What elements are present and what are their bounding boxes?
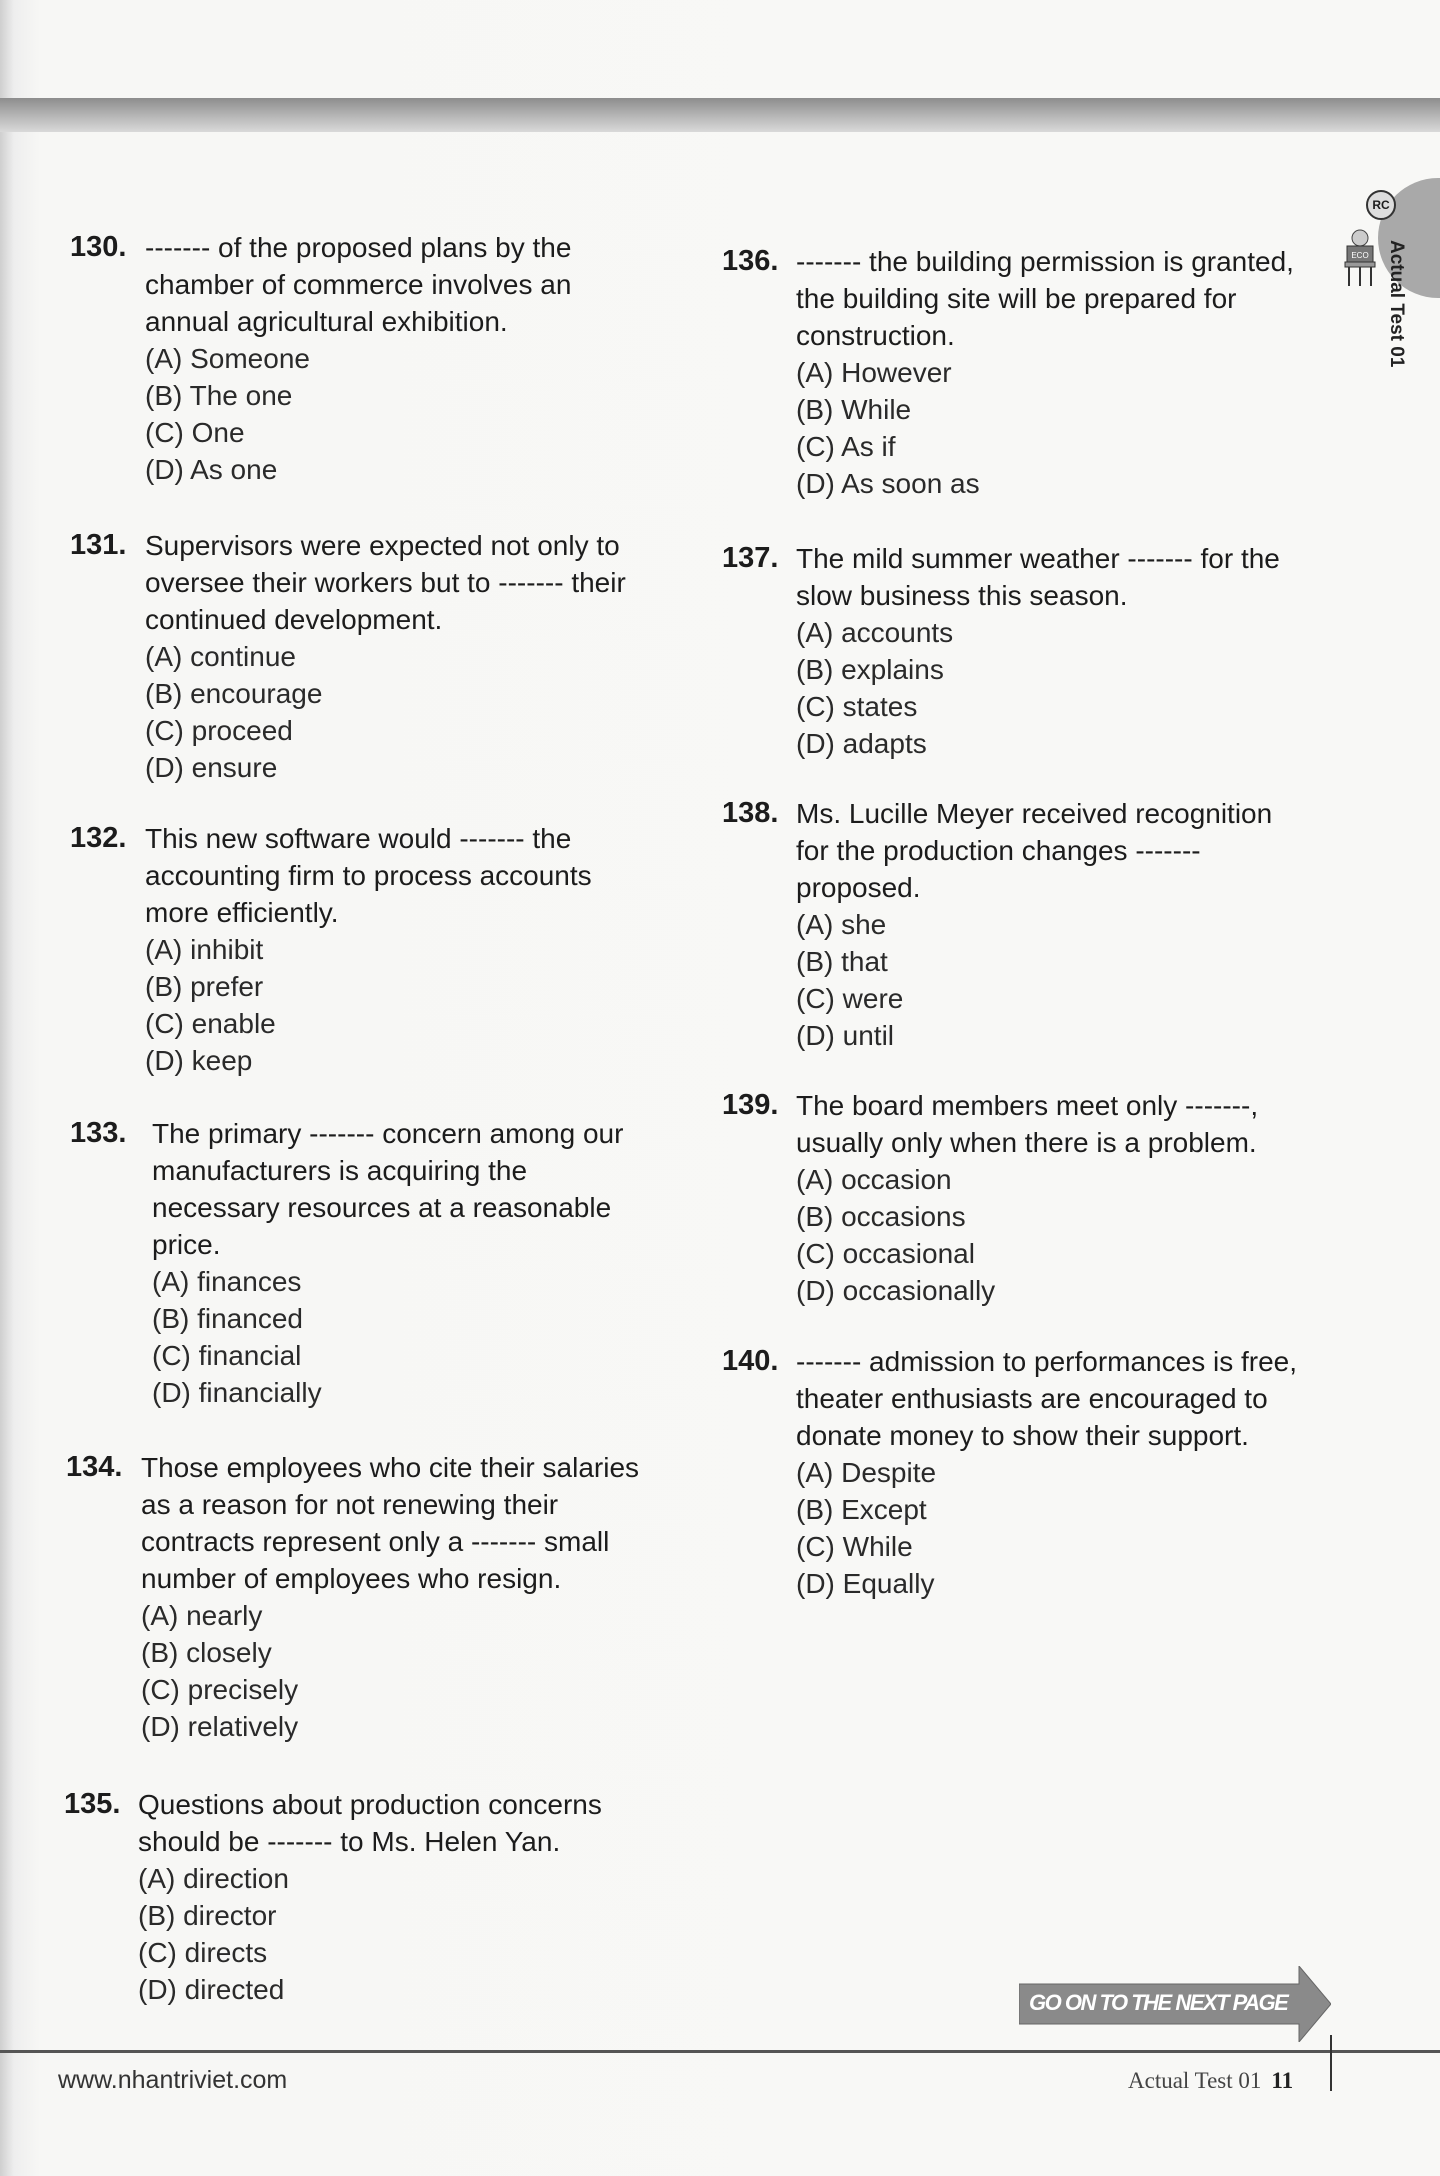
mascot-icon (1343, 228, 1377, 288)
question-number: 133. (70, 1117, 127, 1149)
answer-option[interactable]: (D) As soon as (796, 468, 980, 499)
answer-option[interactable]: (D) As one (145, 454, 278, 485)
question-body (145, 229, 571, 488)
answer-option[interactable]: (D) adapts (796, 728, 927, 759)
answer-option[interactable]: (C) states (796, 691, 918, 722)
footer-vertical-rule (1330, 2035, 1332, 2091)
answer-option[interactable]: (D) ensure (145, 752, 278, 783)
footer-divider (0, 2050, 1440, 2053)
question-text-line: ------- of the proposed plans by the (145, 232, 572, 263)
footer-page-info (1128, 2068, 1293, 2094)
answer-option[interactable]: (B) closely (141, 1637, 272, 1668)
question-body (796, 243, 1294, 502)
answer-option[interactable]: (A) she (796, 909, 887, 940)
answer-option[interactable]: (D) Equally (796, 1568, 935, 1599)
section-label: Actual Test 01 (1386, 240, 1407, 368)
question-text-line: Those employees who cite their salaries (141, 1452, 640, 1483)
answer-option[interactable]: (D) keep (145, 1045, 253, 1076)
question-text-line: contracts represent only a ------- small (141, 1526, 610, 1557)
answer-option[interactable]: (A) nearly (141, 1600, 263, 1631)
page-number: 11 (1271, 2068, 1294, 2093)
question-text-line: continued development. (145, 604, 443, 635)
question-text-line: number of employees who resign. (141, 1563, 562, 1594)
question-text-line: Supervisors were expected not only to (145, 530, 620, 561)
question-text-line: proposed. (796, 872, 921, 903)
question-number: 136. (722, 245, 779, 277)
answer-option[interactable]: (A) finances (152, 1266, 302, 1297)
question-number: 139. (722, 1089, 779, 1121)
question-number: 135. (64, 1788, 121, 1820)
answer-option[interactable]: (C) were (796, 983, 904, 1014)
question-body (796, 1087, 1258, 1309)
question-text-line: for the production changes ------- (796, 835, 1201, 866)
answer-option[interactable]: (A) accounts (796, 617, 954, 648)
question-text-line: slow business this season. (796, 580, 1128, 611)
question-text-line: manufacturers is acquiring the (152, 1155, 528, 1186)
question-number: 134. (66, 1451, 123, 1483)
answer-option[interactable]: (D) financially (152, 1377, 322, 1408)
answer-option[interactable]: (C) occasional (796, 1238, 975, 1269)
question-body (145, 527, 626, 786)
answer-option[interactable]: (A) continue (145, 641, 296, 672)
question-body (796, 795, 1272, 1054)
rc-badge: RC (1366, 190, 1396, 220)
header-band (0, 98, 1440, 132)
question-text-line: annual agricultural exhibition. (145, 306, 508, 337)
answer-option[interactable]: (C) financial (152, 1340, 302, 1371)
next-page-label: GO ON TO THE NEXT PAGE (1029, 1990, 1288, 2015)
question-text-line: price. (152, 1229, 221, 1260)
answer-option[interactable]: (C) While (796, 1531, 913, 1562)
question-text-line: Questions about production concerns (138, 1789, 602, 1820)
question-number: 138. (722, 797, 779, 829)
question-text-line: accounting firm to process accounts (145, 860, 592, 891)
answer-option[interactable]: (B) prefer (145, 971, 264, 1002)
answer-option[interactable]: (A) occasion (796, 1164, 952, 1195)
answer-option[interactable]: (A) However (796, 357, 952, 388)
question-text-line: as a reason for not renewing their (141, 1489, 559, 1520)
answer-option[interactable]: (D) occasionally (796, 1275, 996, 1306)
answer-option[interactable]: (A) Someone (145, 343, 310, 374)
question-text-line: construction. (796, 320, 955, 351)
question-text-line: The mild summer weather ------- for the (796, 543, 1280, 574)
question-body (141, 1449, 639, 1745)
question-text-line: necessary resources at a reasonable (152, 1192, 612, 1223)
question-text-line: more efficiently. (145, 897, 339, 928)
answer-option[interactable]: (C) proceed (145, 715, 293, 746)
question-text-line: chamber of commerce involves an (145, 269, 572, 300)
question-text-line: ------- the building permission is granted, (796, 246, 1294, 277)
answer-option[interactable]: (C) directs (138, 1937, 268, 1968)
answer-option[interactable]: (B) While (796, 394, 912, 425)
question-text-line: Ms. Lucille Meyer received recognition (796, 798, 1273, 829)
answer-option[interactable]: (A) direction (138, 1863, 289, 1894)
answer-option[interactable]: (B) encourage (145, 678, 323, 709)
footer-url[interactable]: www.nhantriviet.com (58, 2066, 288, 2094)
answer-option[interactable]: (D) until (796, 1020, 895, 1051)
answer-option[interactable]: (C) One (145, 417, 245, 448)
answer-option[interactable]: (B) explains (796, 654, 944, 685)
answer-option[interactable]: (D) relatively (141, 1711, 299, 1742)
answer-option[interactable]: (C) As if (796, 431, 896, 462)
question-text-line: should be ------- to Ms. Helen Yan. (138, 1826, 561, 1857)
answer-option[interactable]: (D) directed (138, 1974, 285, 2005)
answer-option[interactable]: (A) inhibit (145, 934, 264, 965)
question-body (138, 1786, 602, 2008)
question-text-line: the building site will be prepared for (796, 283, 1237, 314)
question-number: 130. (70, 231, 127, 263)
next-page-button[interactable] (1019, 1966, 1331, 2042)
question-body (145, 820, 592, 1079)
answer-option[interactable]: (B) The one (145, 380, 293, 411)
question-number: 137. (722, 542, 779, 574)
answer-option[interactable]: (B) that (796, 946, 888, 977)
question-text-line: ------- admission to performances is free, (796, 1346, 1298, 1377)
answer-option[interactable]: (B) Except (796, 1494, 927, 1525)
answer-option[interactable]: (B) financed (152, 1303, 303, 1334)
answer-option[interactable]: (C) precisely (141, 1674, 299, 1705)
mascot-label: ECO (1351, 251, 1369, 260)
question-text-line: usually only when there is a problem. (796, 1127, 1257, 1158)
question-number: 131. (70, 529, 127, 561)
question-text-line: donate money to show their support. (796, 1420, 1249, 1451)
question-text-line: theater enthusiasts are encouraged to (796, 1383, 1268, 1414)
question-body (796, 540, 1280, 762)
question-text-line: The board members meet only -------, (796, 1090, 1259, 1121)
question-text-line: oversee their workers but to ------- their (145, 567, 626, 598)
question-text-line: The primary ------- concern among our (152, 1118, 624, 1149)
question-body (796, 1343, 1297, 1602)
answer-option[interactable]: (B) occasions (796, 1201, 966, 1232)
answer-option[interactable]: (B) director (138, 1900, 277, 1931)
question-body (152, 1115, 623, 1411)
answer-option[interactable]: (C) enable (145, 1008, 276, 1039)
question-text-line: This new software would ------- the (145, 823, 572, 854)
answer-option[interactable]: (A) Despite (796, 1457, 937, 1488)
footer-section: Actual Test 01 (1128, 2068, 1262, 2093)
question-number: 132. (70, 822, 127, 854)
question-number: 140. (722, 1345, 779, 1377)
